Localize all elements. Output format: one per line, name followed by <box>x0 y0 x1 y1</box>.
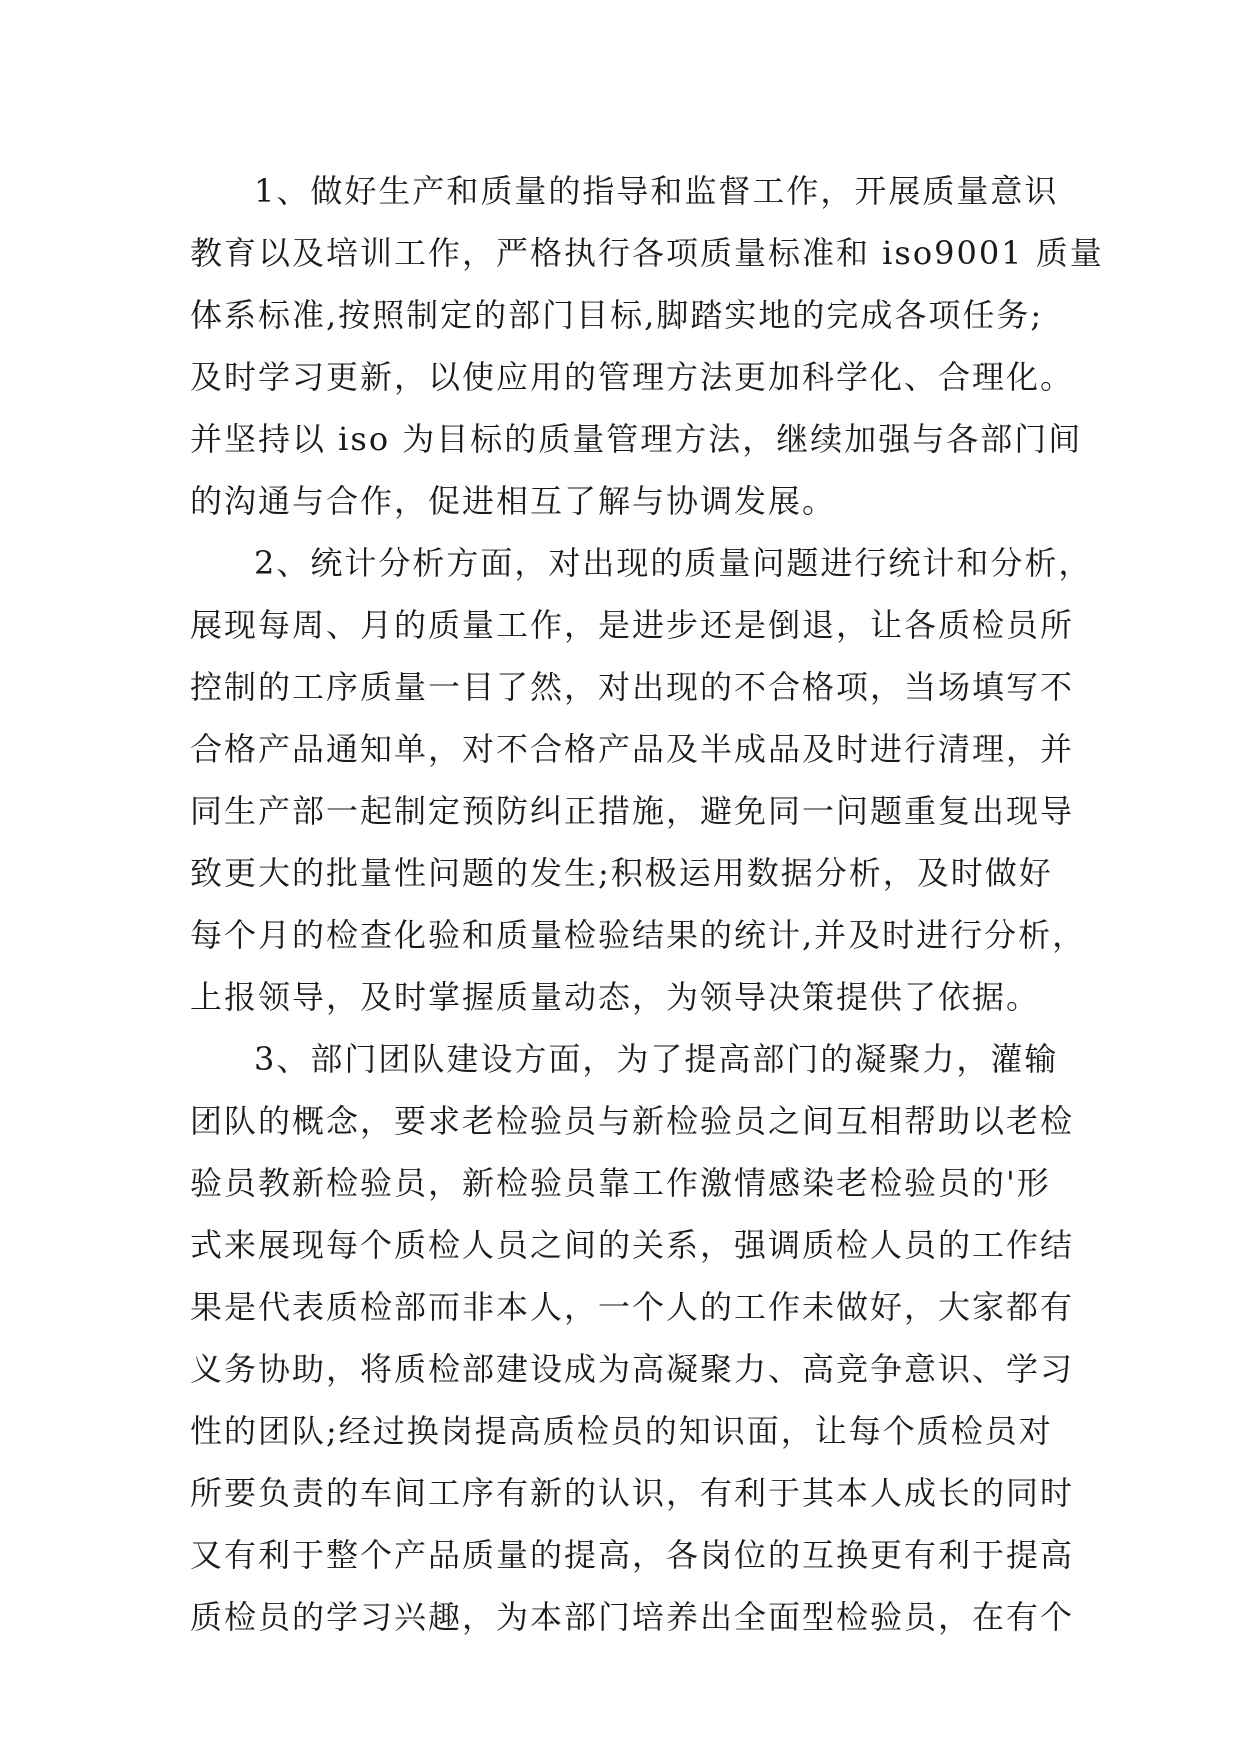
paragraph-line: 及时学习更新，以使应用的管理方法更加科学化、合理化。 <box>190 358 1075 396</box>
paragraph-line: 团队的概念，要求老检验员与新检验员之间互相帮助以老检 <box>190 1102 1075 1140</box>
paragraph-line: 体系标准,按照制定的部门目标,脚踏实地的完成各项任务; <box>190 296 1044 334</box>
paragraph-line: 性的团队;经过换岗提高质检员的知识面，让每个质检员对 <box>190 1412 1053 1450</box>
paragraph-line: 所要负责的车间工序有新的认识，有利于其本人成长的同时 <box>190 1474 1075 1512</box>
paragraph-line: 致更大的批量性问题的发生;积极运用数据分析，及时做好 <box>190 854 1053 892</box>
paragraph-line: 3、部门团队建设方面，为了提高部门的凝聚力，灌输 <box>254 1040 1059 1078</box>
paragraph-line: 又有利于整个产品质量的提高，各岗位的互换更有利于提高 <box>190 1536 1075 1574</box>
paragraph-line: 2、统计分析方面，对出现的质量问题进行统计和分析， <box>254 544 1093 582</box>
paragraph-line: 每个月的检查化验和质量检验结果的统计,并及时进行分析， <box>190 916 1087 954</box>
paragraph-line: 展现每周、月的质量工作，是进步还是倒退，让各质检员所 <box>190 606 1075 644</box>
document-body <box>190 160 1104 1648</box>
paragraph-line: 式来展现每个质检人员之间的关系，强调质检人员的工作结 <box>190 1226 1075 1264</box>
paragraph-line: 教育以及培训工作，严格执行各项质量标准和 iso9001 质量 <box>190 234 1104 272</box>
paragraph-line: 果是代表质检部而非本人，一个人的工作未做好，大家都有 <box>190 1288 1075 1326</box>
paragraph-line: 上报领导，及时掌握质量动态，为领导决策提供了依据。 <box>190 978 1041 1016</box>
paragraph-line: 验员教新检验员，新检验员靠工作激情感染老检验员的'形 <box>190 1164 1051 1202</box>
paragraph-3 <box>190 1028 1075 1648</box>
paragraph-line: 1、做好生产和质量的指导和监督工作，开展质量意识 <box>254 172 1059 210</box>
paragraph-1 <box>190 160 1104 532</box>
paragraph-line: 并坚持以 iso 为目标的质量管理方法，继续加强与各部门间 <box>190 420 1083 458</box>
paragraph-line: 义务协助，将质检部建设成为高凝聚力、高竞争意识、学习 <box>190 1350 1075 1388</box>
paragraph-line: 同生产部一起制定预防纠正措施，避免同一问题重复出现导 <box>190 792 1075 830</box>
paragraph-line: 控制的工序质量一目了然，对出现的不合格项，当场填写不 <box>190 668 1075 706</box>
paragraph-2 <box>190 532 1093 1028</box>
paragraph-line: 合格产品通知单，对不合格产品及半成品及时进行清理，并 <box>190 730 1075 768</box>
paragraph-line: 质检员的学习兴趣，为本部门培养出全面型检验员，在有个 <box>190 1598 1075 1636</box>
paragraph-line: 的沟通与合作，促进相互了解与协调发展。 <box>190 482 837 520</box>
